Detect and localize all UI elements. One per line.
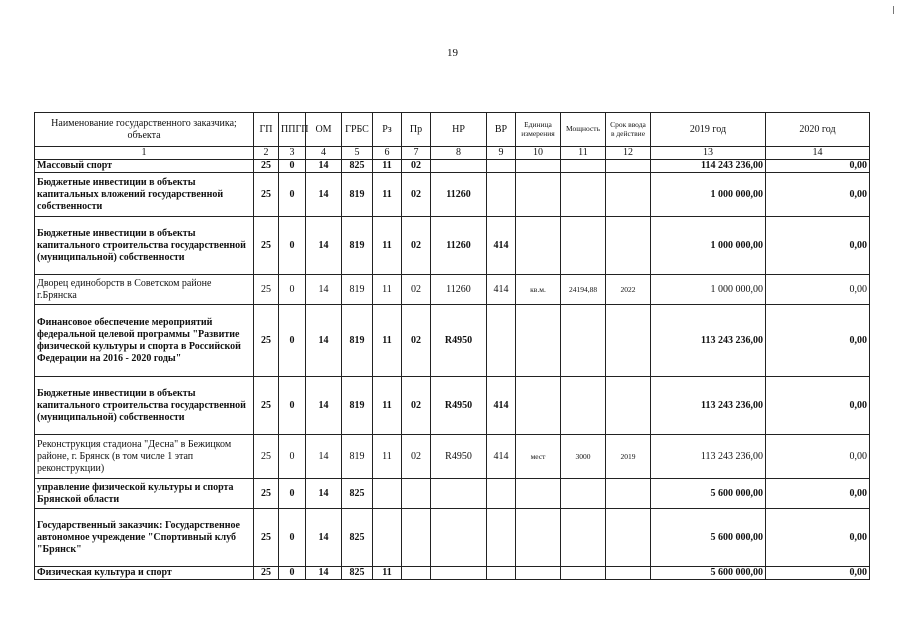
table-row [35, 567, 870, 580]
cell-unit: кв.м. [516, 275, 561, 305]
cell-rz: 11 [373, 173, 402, 217]
header-name: Наименование государственного заказчика; объекта [35, 113, 254, 147]
header-ppgp: ППГП [279, 113, 306, 147]
cell-grbs: 819 [342, 305, 373, 377]
column-number: 2 [254, 147, 279, 160]
cell-vr: 414 [487, 377, 516, 435]
cell-capacity [561, 377, 606, 435]
cell-ppgp: 0 [279, 173, 306, 217]
column-number: 6 [373, 147, 402, 160]
cell-capacity: 3000 [561, 435, 606, 479]
header-nr: НР [431, 113, 487, 147]
cell-2020: 0,00 [766, 567, 870, 580]
cell-gp: 25 [254, 377, 279, 435]
cell-gp: 25 [254, 479, 279, 509]
cell-grbs: 819 [342, 173, 373, 217]
cell-capacity [561, 173, 606, 217]
row-name: Бюджетные инвестиции в объекты капитальных вложений государственной собственности [35, 173, 254, 217]
cell-ppgp: 0 [279, 160, 306, 173]
cell-2020: 0,00 [766, 479, 870, 509]
header-row [35, 113, 870, 147]
cell-capacity [561, 567, 606, 580]
cell-vr [487, 479, 516, 509]
cell-ppgp: 0 [279, 377, 306, 435]
cell-vr [487, 173, 516, 217]
cell-pr [402, 479, 431, 509]
cell-ppgp: 0 [279, 275, 306, 305]
cell-capacity: 24194,88 [561, 275, 606, 305]
row-name: Реконструкция стадиона "Десна" в Бежицком районе, г. Брянск (в том числе 1 этап реконструкции) [35, 435, 254, 479]
cell-nr [431, 567, 487, 580]
cell-2019: 113 243 236,00 [651, 377, 766, 435]
cell-capacity [561, 509, 606, 567]
cell-gp: 25 [254, 435, 279, 479]
column-number: 8 [431, 147, 487, 160]
cell-2019: 114 243 236,00 [651, 160, 766, 173]
cell-term [606, 479, 651, 509]
cell-om: 14 [306, 377, 342, 435]
cell-unit [516, 173, 561, 217]
cell-2020: 0,00 [766, 160, 870, 173]
budget-table [34, 112, 870, 580]
cell-pr: 02 [402, 305, 431, 377]
header-rz: Рз [373, 113, 402, 147]
cell-ppgp: 0 [279, 509, 306, 567]
row-name: Финансовое обеспечение мероприятий федеральной целевой программы "Развитие физической культуры и спорта в Российской Федерации на 2016 - 2020 годы" [35, 305, 254, 377]
cell-term: 2022 [606, 275, 651, 305]
cell-capacity [561, 217, 606, 275]
cell-nr: 11260 [431, 275, 487, 305]
cell-gp: 25 [254, 275, 279, 305]
cell-2019: 5 600 000,00 [651, 479, 766, 509]
cell-pr: 02 [402, 435, 431, 479]
table-row [35, 377, 870, 435]
cell-nr [431, 160, 487, 173]
cell-nr: 11260 [431, 173, 487, 217]
cell-grbs: 819 [342, 275, 373, 305]
cell-gp: 25 [254, 305, 279, 377]
cell-ppgp: 0 [279, 479, 306, 509]
cell-om: 14 [306, 509, 342, 567]
cell-nr [431, 479, 487, 509]
cell-pr: 02 [402, 275, 431, 305]
row-name: управление физической культуры и спорта Брянской области [35, 479, 254, 509]
table-row [35, 305, 870, 377]
cell-om: 14 [306, 275, 342, 305]
header-gp: ГП [254, 113, 279, 147]
cell-capacity [561, 160, 606, 173]
cell-pr: 02 [402, 173, 431, 217]
header-2019: 2019 год [651, 113, 766, 147]
cell-grbs: 825 [342, 509, 373, 567]
header-unit: Единица измерения [516, 113, 561, 147]
cell-2020: 0,00 [766, 377, 870, 435]
table-row [35, 160, 870, 173]
cell-unit [516, 567, 561, 580]
table-row [35, 509, 870, 567]
column-number-row [35, 147, 870, 160]
cell-unit [516, 217, 561, 275]
cell-om: 14 [306, 160, 342, 173]
cell-pr: 02 [402, 217, 431, 275]
cell-nr: R4950 [431, 435, 487, 479]
table-row [35, 435, 870, 479]
cell-gp: 25 [254, 217, 279, 275]
cell-gp: 25 [254, 173, 279, 217]
cell-term: 2019 [606, 435, 651, 479]
row-name: Массовый спорт [35, 160, 254, 173]
cell-rz: 11 [373, 275, 402, 305]
column-number: 5 [342, 147, 373, 160]
cell-om: 14 [306, 479, 342, 509]
cell-2019: 5 600 000,00 [651, 509, 766, 567]
cell-nr [431, 509, 487, 567]
header-capacity: Мощность [561, 113, 606, 147]
cell-pr: 02 [402, 377, 431, 435]
cell-pr [402, 567, 431, 580]
cell-om: 14 [306, 435, 342, 479]
cell-ppgp: 0 [279, 305, 306, 377]
cell-om: 14 [306, 217, 342, 275]
column-number: 3 [279, 147, 306, 160]
cell-rz [373, 509, 402, 567]
cell-term [606, 160, 651, 173]
cell-2020: 0,00 [766, 173, 870, 217]
cell-nr: 11260 [431, 217, 487, 275]
cell-grbs: 825 [342, 479, 373, 509]
cell-vr: 414 [487, 217, 516, 275]
cell-term [606, 377, 651, 435]
cell-vr [487, 305, 516, 377]
cell-unit [516, 509, 561, 567]
row-name: Дворец единоборств в Советском районе г.Брянска [35, 275, 254, 305]
table-row [35, 275, 870, 305]
row-name: Физическая культура и спорт [35, 567, 254, 580]
row-name: Бюджетные инвестиции в объекты капитального строительства государственной (муниципальной) собственности [35, 377, 254, 435]
cell-grbs: 825 [342, 567, 373, 580]
cell-rz: 11 [373, 217, 402, 275]
column-number: 7 [402, 147, 431, 160]
cell-rz: 11 [373, 305, 402, 377]
cell-unit [516, 479, 561, 509]
cell-om: 14 [306, 173, 342, 217]
table-row [35, 173, 870, 217]
cell-gp: 25 [254, 509, 279, 567]
cell-unit: мест [516, 435, 561, 479]
cell-2020: 0,00 [766, 509, 870, 567]
cell-nr: R4950 [431, 305, 487, 377]
cell-2020: 0,00 [766, 435, 870, 479]
cell-2019: 113 243 236,00 [651, 305, 766, 377]
cell-pr [402, 509, 431, 567]
cell-2019: 1 000 000,00 [651, 217, 766, 275]
cell-2020: 0,00 [766, 275, 870, 305]
scan-edge-mark [893, 6, 894, 14]
column-number: 4 [306, 147, 342, 160]
column-number: 11 [561, 147, 606, 160]
column-number: 10 [516, 147, 561, 160]
column-number: 9 [487, 147, 516, 160]
cell-rz: 11 [373, 435, 402, 479]
table-row [35, 479, 870, 509]
cell-nr: R4950 [431, 377, 487, 435]
page-number: 19 [447, 47, 458, 59]
cell-vr [487, 509, 516, 567]
cell-term [606, 509, 651, 567]
cell-ppgp: 0 [279, 217, 306, 275]
header-pr: Пр [402, 113, 431, 147]
cell-rz: 11 [373, 567, 402, 580]
cell-term [606, 305, 651, 377]
cell-2020: 0,00 [766, 217, 870, 275]
cell-unit [516, 377, 561, 435]
cell-gp: 25 [254, 160, 279, 173]
header-2020: 2020 год [766, 113, 870, 147]
cell-2019: 1 000 000,00 [651, 275, 766, 305]
cell-rz: 11 [373, 160, 402, 173]
cell-grbs: 819 [342, 377, 373, 435]
row-name: Государственный заказчик: Государственное автономное учреждение "Спортивный клуб "Брянск" [35, 509, 254, 567]
cell-pr: 02 [402, 160, 431, 173]
cell-om: 14 [306, 567, 342, 580]
cell-2019: 1 000 000,00 [651, 173, 766, 217]
cell-rz: 11 [373, 377, 402, 435]
cell-vr [487, 160, 516, 173]
table-row [35, 217, 870, 275]
header-vr: ВР [487, 113, 516, 147]
cell-capacity [561, 305, 606, 377]
cell-ppgp: 0 [279, 435, 306, 479]
cell-grbs: 819 [342, 217, 373, 275]
cell-vr: 414 [487, 275, 516, 305]
column-number: 12 [606, 147, 651, 160]
cell-term [606, 173, 651, 217]
row-name: Бюджетные инвестиции в объекты капитального строительства государственной (муниципальной) собственности [35, 217, 254, 275]
column-number: 14 [766, 147, 870, 160]
cell-capacity [561, 479, 606, 509]
cell-unit [516, 160, 561, 173]
cell-2019: 5 600 000,00 [651, 567, 766, 580]
cell-grbs: 819 [342, 435, 373, 479]
cell-om: 14 [306, 305, 342, 377]
cell-vr: 414 [487, 435, 516, 479]
header-grbs: ГРБС [342, 113, 373, 147]
header-om: ОМ [306, 113, 342, 147]
header-term: Срок ввода в действие [606, 113, 651, 147]
cell-2019: 113 243 236,00 [651, 435, 766, 479]
column-number: 1 [35, 147, 254, 160]
cell-term [606, 567, 651, 580]
column-number: 13 [651, 147, 766, 160]
cell-grbs: 825 [342, 160, 373, 173]
cell-vr [487, 567, 516, 580]
cell-unit [516, 305, 561, 377]
cell-ppgp: 0 [279, 567, 306, 580]
cell-gp: 25 [254, 567, 279, 580]
cell-2020: 0,00 [766, 305, 870, 377]
cell-term [606, 217, 651, 275]
cell-rz [373, 479, 402, 509]
